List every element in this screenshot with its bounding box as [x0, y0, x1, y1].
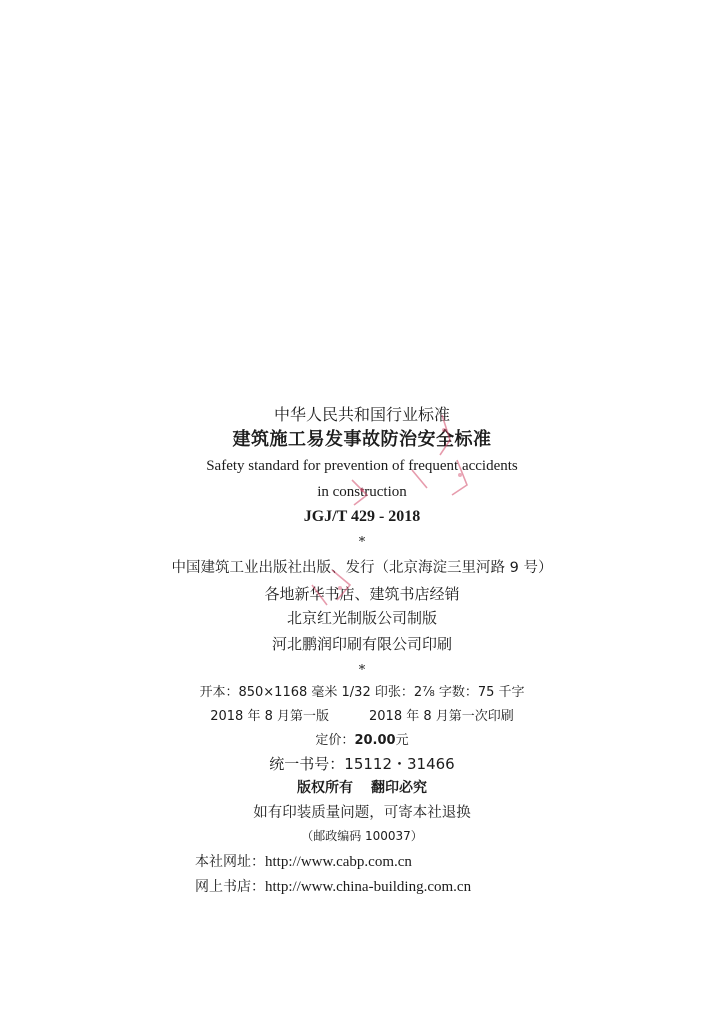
edition-date: 2018 年 8 月第一版 — [210, 709, 329, 724]
standard-code: JGJ/T 429 - 2018 — [303, 508, 421, 525]
price-label: 定价： — [315, 733, 355, 748]
bookstore-url[interactable]: http://www.china-building.com.cn — [265, 879, 472, 895]
copyright-line — [0, 781, 724, 795]
impression-date: 2018 年 8 月第一次印刷 — [369, 709, 514, 724]
separator-star: * — [358, 535, 366, 550]
rights-reserved: 版权所有 — [297, 780, 353, 796]
replacement-notice: 如有印装质量问题，可寄本社退换 — [253, 805, 471, 821]
website-label: 本社网址： — [195, 854, 265, 870]
separator-star: * — [358, 663, 366, 678]
standard-title-cn: 建筑施工易发事故防治安全标准 — [232, 429, 492, 450]
book-specs: 开本：850×1168 毫米 1/32 印张：2⅞ 字数：75 千字 — [199, 685, 525, 700]
distribution-line: 各地新华书店、建筑书店经销 — [264, 585, 460, 603]
website-line — [195, 855, 412, 870]
standard-category: 中华人民共和国行业标准 — [273, 405, 450, 424]
edition-line — [0, 710, 724, 723]
book-number: 统一书号：15112・31466 — [269, 755, 455, 773]
postal-code: （邮政编码 100037） — [301, 829, 423, 843]
standard-title-en-line1: Safety standard for prevention of frequent accidents — [206, 458, 518, 474]
plate-making-line: 北京红光制版公司制版 — [286, 609, 437, 627]
bookstore-line — [195, 880, 471, 895]
bookstore-label: 网上书店： — [195, 879, 265, 895]
price-value: 20.00 — [354, 733, 396, 748]
publisher-line: 中国建筑工业出版社出版、发行（北京海淀三里河路 9 号） — [171, 560, 553, 576]
price-unit: 元 — [395, 733, 409, 748]
website-url[interactable]: http://www.cabp.com.cn — [265, 854, 412, 870]
piracy-warning: 翻印必究 — [371, 780, 427, 796]
price-line — [0, 734, 724, 747]
standard-title-en-line2: in construction — [317, 484, 407, 500]
printing-line: 河北鹏润印刷有限公司印刷 — [271, 635, 452, 653]
